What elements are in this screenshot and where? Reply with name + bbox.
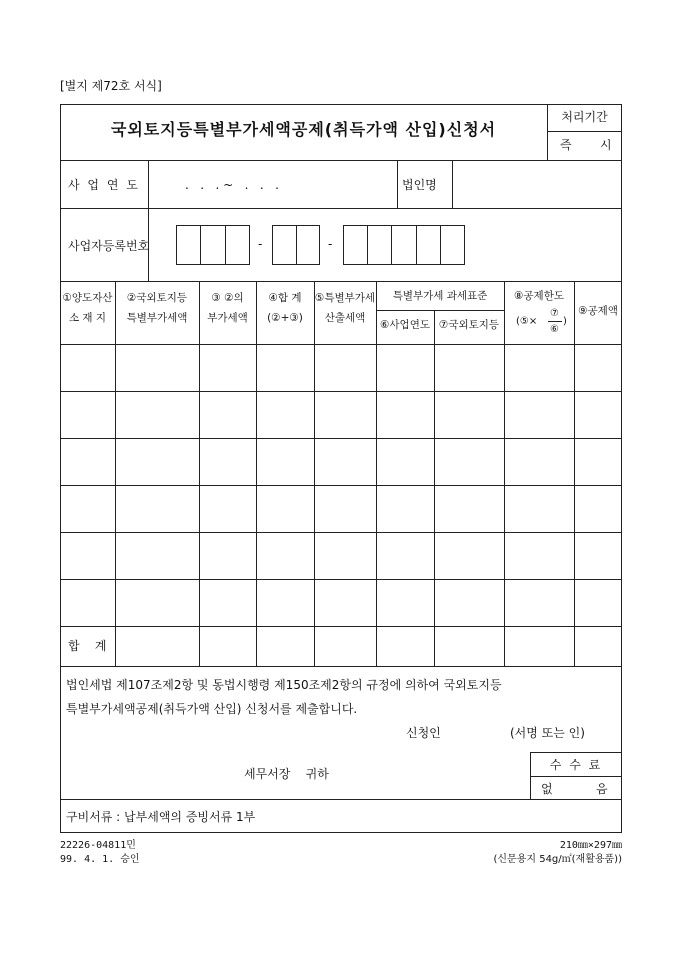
- reg-number-part-1[interactable]: [176, 225, 250, 265]
- paper-spec: (신문용지 54g/㎡(재활용품)): [493, 854, 622, 865]
- table-row[interactable]: [61, 580, 621, 626]
- statement-line-2: 특별부가세액공제(취득가액 산입) 신청서를 제출합니다.: [66, 702, 358, 716]
- corp-name-label: 법인명: [402, 178, 437, 192]
- processing-label: 처리기간: [561, 110, 608, 124]
- reg-number-label: 사업자등록번호: [68, 239, 150, 253]
- corp-name-field[interactable]: [453, 161, 621, 207]
- total-label: 합 계: [68, 639, 107, 653]
- table-row[interactable]: [61, 533, 621, 579]
- col-business-year-header: ⑥사업연도: [380, 319, 430, 331]
- reg-dash-2: -: [328, 237, 333, 251]
- col-deduction-amount-header: ⑨공제액: [578, 305, 618, 317]
- statement-line-1: 법인세법 제107조제2항 및 동법시행령 제150조제2항의 규정에 의하여 국외토지등: [66, 678, 502, 692]
- table-row[interactable]: [61, 486, 621, 532]
- fee-value-2: 음: [596, 782, 608, 796]
- reg-number-part-3[interactable]: [343, 225, 465, 265]
- form-title: 국외토지등특별부가세액공제(취득가액 산입)신청서: [110, 120, 497, 139]
- col-deduction-limit-header: ⑧공제한도: [514, 290, 564, 302]
- col-foreign-land-header: ⑦국외토지등: [438, 319, 500, 331]
- col-special-tax-header: ②국외토지등 특별부가세액: [126, 292, 188, 324]
- paper-size: 210㎜×297㎜: [559, 840, 622, 851]
- col-location-header: ①양도자산 소 재 지: [62, 292, 113, 324]
- table-row[interactable]: [61, 439, 621, 485]
- form-tag: [별지 제72호 서식]: [60, 79, 162, 93]
- table-row[interactable]: [61, 392, 621, 438]
- signature-field[interactable]: (서명 또는 인): [510, 726, 585, 740]
- form-code: 22226-04811민: [60, 840, 136, 851]
- applicant-label: 신청인: [406, 726, 441, 740]
- attachments-note: 구비서류 : 납부세액의 증빙서류 1부: [66, 810, 256, 824]
- processing-value-1: 즉: [560, 138, 572, 152]
- reg-dash-1: -: [258, 237, 263, 251]
- col-tax-base-header: 특별부가세 과세표준: [392, 290, 488, 302]
- business-year-label: 사 업 연 도: [68, 178, 140, 192]
- col-surtax-header: ③ ②의 부가세액: [207, 292, 248, 324]
- fee-label: 수 수 료: [549, 758, 603, 772]
- deduction-limit-formula: (⑤× ⑦ ⑥ ): [516, 308, 567, 335]
- table-row[interactable]: [61, 345, 621, 391]
- fee-value-1: 없: [541, 782, 553, 796]
- col-sum-header: ④합 계 (②+③): [267, 292, 303, 324]
- tax-office-addressee: 세무서장 귀하: [244, 767, 329, 781]
- processing-value-2: 시: [600, 138, 612, 152]
- approval-date: 99. 4. 1. 승인: [60, 854, 140, 865]
- business-year-value[interactable]: . . . ~ . . .: [185, 178, 279, 192]
- col-computed-tax-header: ⑤특별부가세 산출세액: [314, 292, 376, 324]
